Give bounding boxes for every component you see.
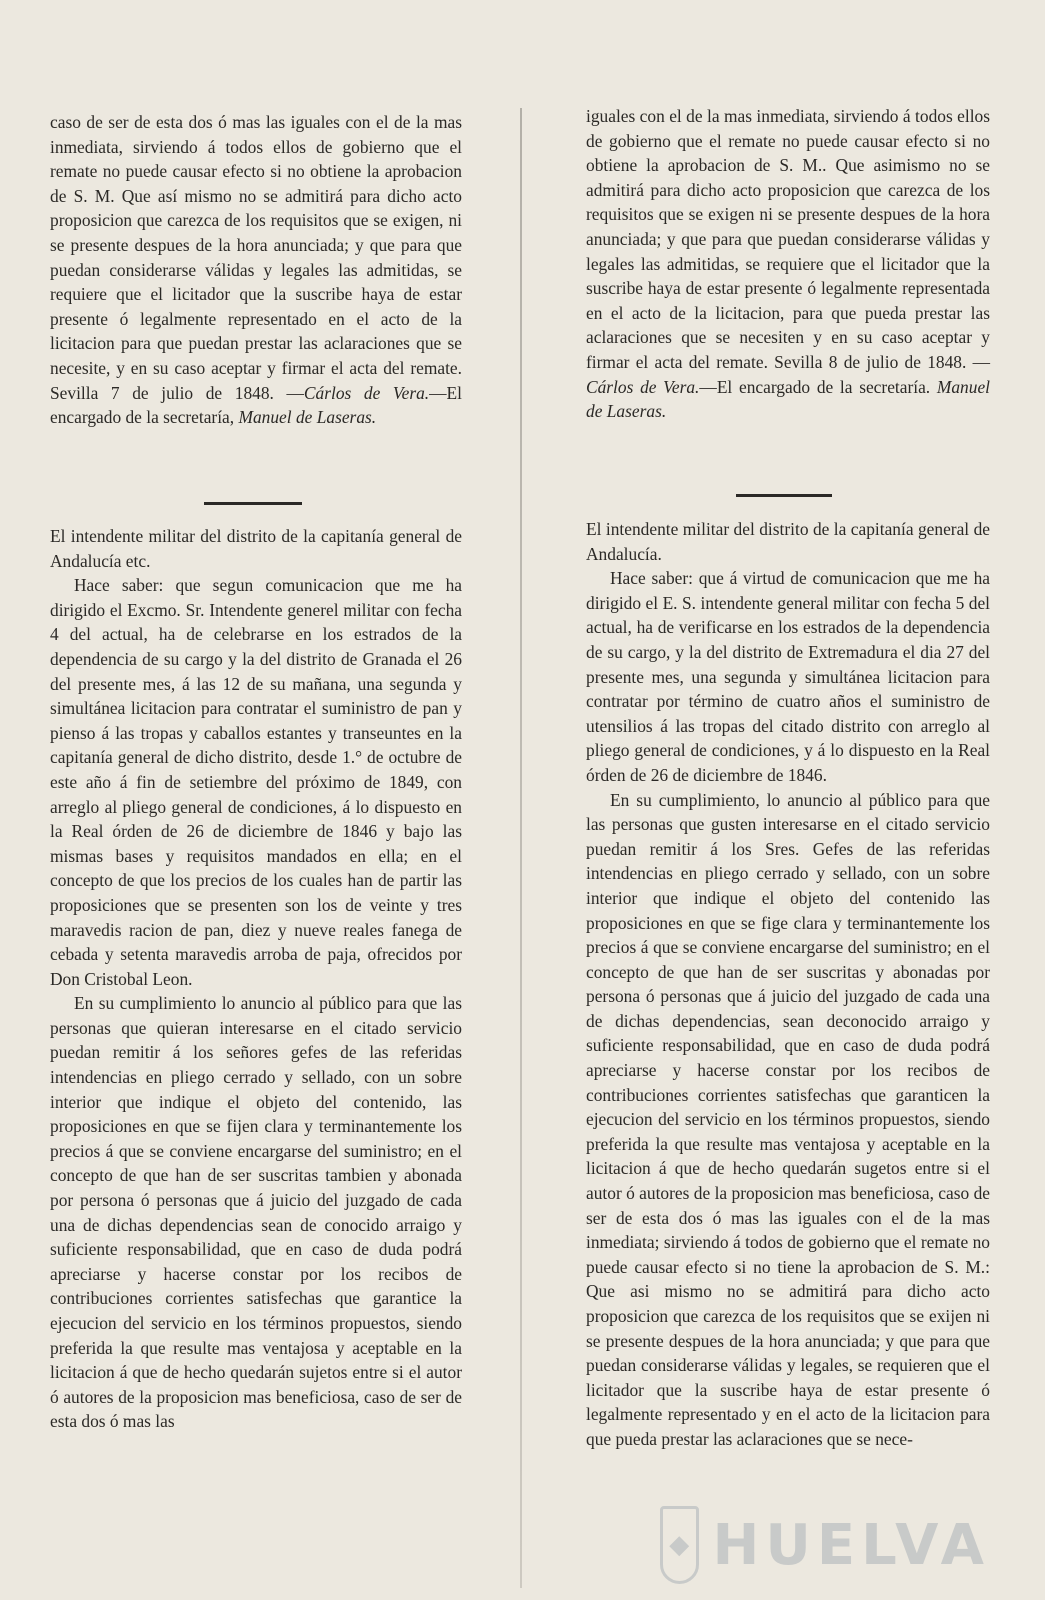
right-signature-role: El encargado de la secretaría. — [716, 376, 931, 397]
left-signature-name: Cárlos de Vera. — [303, 382, 430, 403]
left-notice-paragraph-2: En su cumplimiento lo anuncio al público para que las personas que quieran interesarse en el citado servicio puedan remitir á los señores gefes de las referidas intendencias en pliego cerrado y sellado, con un sobre interior que indique el objeto del contenido, las proposiciones en que se fijen clara y terminantemente los precios á que se conviene encargarse del suministro; en el concepto de que han de ser suscritas tambien y abonada por persona ó personas que á juicio del juzgado de cada una de dichas dependencias sean de conocido arraigo y suficiente responsabilidad, que en caso de duda podrá apreciarse y hacerse constar por los recibos de contribuciones corrientes satisfechas que garantice la ejecucion del servicio en los términos propuestos, siendo preferida la que resulte mas ventajosa y aceptable en la licitacion á que de hecho quedarán sujetos entre si el autor ó autores de la proposicion mas beneficiosa, caso de ser de esta dos ó mas las — [50, 993, 462, 1432]
library-watermark — [660, 1500, 990, 1590]
right-notice-body: iguales con el de la mas inmediata, sirviendo á todos ellos de gobierno que el remate no puede causar efecto si no obtiene la aprobacion de S. M.. Que asimismo no se admitirá para dicho acto proposicion que carezca de los requisitos que se exigen ni se presente despues de la hora anunciada; y que para que puedan considerarse válidas y legales las admitidas, se requiere que el licitador que la suscribe haya de estar presente ó legalmente representada en el acto de la licitacion, para que pueda prestar las aclaraciones que se necesiten y en su caso aceptar y firmar el acta del remate. Sevilla 8 de julio de 1848. — [586, 106, 990, 372]
left-notice-2 — [50, 524, 462, 1434]
left-notice-body: caso de ser de esta dos ó mas las iguales con el de la mas inmediata, sirviendo á todos ellos de gobierno que el remate no puede causar efecto si no obtiene la aprobacion de S. M. Que así mismo no se admitirá para dicho acto proposicion que carezca de los requisitos que se exigen, ni se presente despues de la hora anunciada; y que para que puedan considerarse válidas y legales las admitidas, se requiere que el licitador que la suscribe haya de estar presente ó legalmente representado en el acto de la licitacion para que puedan prestar las aclaraciones que se necesite, y en su caso aceptar y firmar el acta del remate. Sevilla 7 de julio de 1848. — [50, 112, 462, 403]
left-notice-continuation — [50, 110, 462, 430]
left-notice-text: caso de ser de esta dos ó mas las iguales con el de la mas inmediata, sirviendo á todos ellos de gobierno que el remate no puede causar efecto si no obtiene la aprobacion de S. M. Que así mismo no se admitirá para dicho acto proposicion que carezca de los requisitos que se exigen, ni se presente despues de la hora anunciada; y que para que puedan considerarse válidas y legales las admitidas, se requiere que el licitador que la suscribe haya de estar presente ó legalmente representado en el acto de la licitacion para que puedan prestar las aclaraciones que se necesite, y en su caso aceptar y firmar el acta del remate. Sevilla 7 de julio de 1848. —Cárlos de Vera.—El encargado de la secretaría, Manuel de Laseras. — [50, 112, 462, 428]
left-notice-heading: El intendente militar del distrito de la capitanía general de Andalucía etc. — [50, 526, 462, 571]
column-divider — [520, 108, 522, 1588]
left-column — [50, 0, 462, 1600]
right-notice-paragraph-2: En su cumplimiento, lo anuncio al público para que las personas que gusten interesarse en el citado servicio puedan remitir á los Sres. Gefes de las referidas intendencias en pliego cerrado y sellado, con un sobre interior que indique el objeto del contenido las proposiciones en que se fige clara y terminantemente los precios á que se conviene encargarse del suministro; en el concepto de que han de ser suscritas y abonadas por persona ó personas que á juicio del juzgado de cada una de dichas dependencias, sean deconocido arraigo y suficiente responsabilidad, que en caso de duda podrá apreciarse y hacerse constar por los recibos de contribuciones corrientes satisfechas que garanticen la ejecucion del servicio en los términos propuestos, siendo preferida la que resulte mas ventajosa y aceptable en la licitacion á que de hecho quedarán sugetos entre si el autor ó autores de la proposicion mas beneficiosa, caso de ser de esta dos ó mas las iguales con el de la mas inmediata; sirviendo á todos de gobierno que el remate no puede causar efecto si no tiene la aprobacion de S. M.: Que asi mismo no se admitirá para dicho acto proposicion que carezca de los requisitos que se exijen ni se presente despues de la hora anunciada; y que para que puedan considerarse válidas y legales, se requieren que el licitador que la suscribe haya de estar presente ó legalmente representado y en el acto de la licitacion para que pueda prestar las aclaraciones que se nece- — [586, 789, 990, 1449]
right-notice-paragraph-1: Hace saber: que á virtud de comunicacion que me ha dirigido el E. S. intendente general militar con fecha 5 del actual, ha de verificarse en los estrados de la dependencia de su cargo, y la del distrito de Extremadura el dia 27 del presente mes, una segunda y simultánea licitacion para contratar por término de cuatro años el suministro de utensilios á las tropas del citado distrito con arreglo al pliego general de condiciones, y á lo dispuesto en la Real órden de 26 de diciembre de 1846. — [586, 568, 990, 785]
left-signature-role: El encargado de la secretaría, — [50, 382, 462, 428]
right-notice-continuation — [586, 104, 990, 424]
right-section-rule — [736, 494, 832, 497]
left-section-rule — [204, 502, 302, 505]
watermark-text: HUELVA — [712, 1512, 990, 1578]
right-notice-2 — [586, 517, 990, 1452]
right-signature-secretary: Manuel de Laseras. — [586, 376, 990, 422]
left-signature-secretary: Manuel de Laseras. — [238, 407, 377, 428]
library-shield-icon: ◆ — [660, 1506, 699, 1584]
left-notice-paragraph-1: Hace saber: que segun comunicacion que me ha dirigido el Excmo. Sr. Intendente generel militar con fecha 4 del actual, ha de celebrarse en los estrados de la dependencia de su cargo y la del distrito de Granada el 26 del presente mes, á las 12 de su mañana, una segunda y simultánea licitacion para contratar el suministro de pan y pienso á las tropas y caballos estantes y transeuntes en la capitanía general de dicho distrito, desde 1.° de octubre de este año á fin de setiembre del próximo de 1849, con arreglo al pliego general de condiciones, á lo dispuesto en la Real órden de 26 de diciembre de 1846 y bajo las mismas bases y requisitos mandados en ella; en el concepto de que los precios de los cuales han de partir las proposiciones que se presenten son los de veinte y tres maravedis racion de pan, diez y nueve reales fanega de cebada y setenta maravedis arroba de paja, ofrecidos por Don Cristobal Leon. — [50, 575, 462, 989]
right-notice-heading: El intendente militar del distrito de la capitanía general de Andalucía. — [586, 519, 990, 564]
right-column — [586, 0, 990, 1600]
right-notice-text: iguales con el de la mas inmediata, sirviendo á todos ellos de gobierno que el remate no puede causar efecto si no obtiene la aprobacion de S. M.. Que asimismo no se admitirá para dicho acto proposicion que carezca de los requisitos que se exigen ni se presente despues de la hora anunciada; y que para que puedan considerarse válidas y legales las admitidas, se requiere que el licitador que la suscribe haya de estar presente ó legalmente representada en el acto de la licitacion, para que pueda prestar las aclaraciones que se necesiten y en su caso aceptar y firmar el acta del remate. Sevilla 8 de julio de 1848. —Cárlos de Vera.—El encargado de la secretaría. Manuel de Laseras. — [586, 106, 990, 422]
right-signature-name: Cárlos de Vera. — [586, 376, 700, 397]
